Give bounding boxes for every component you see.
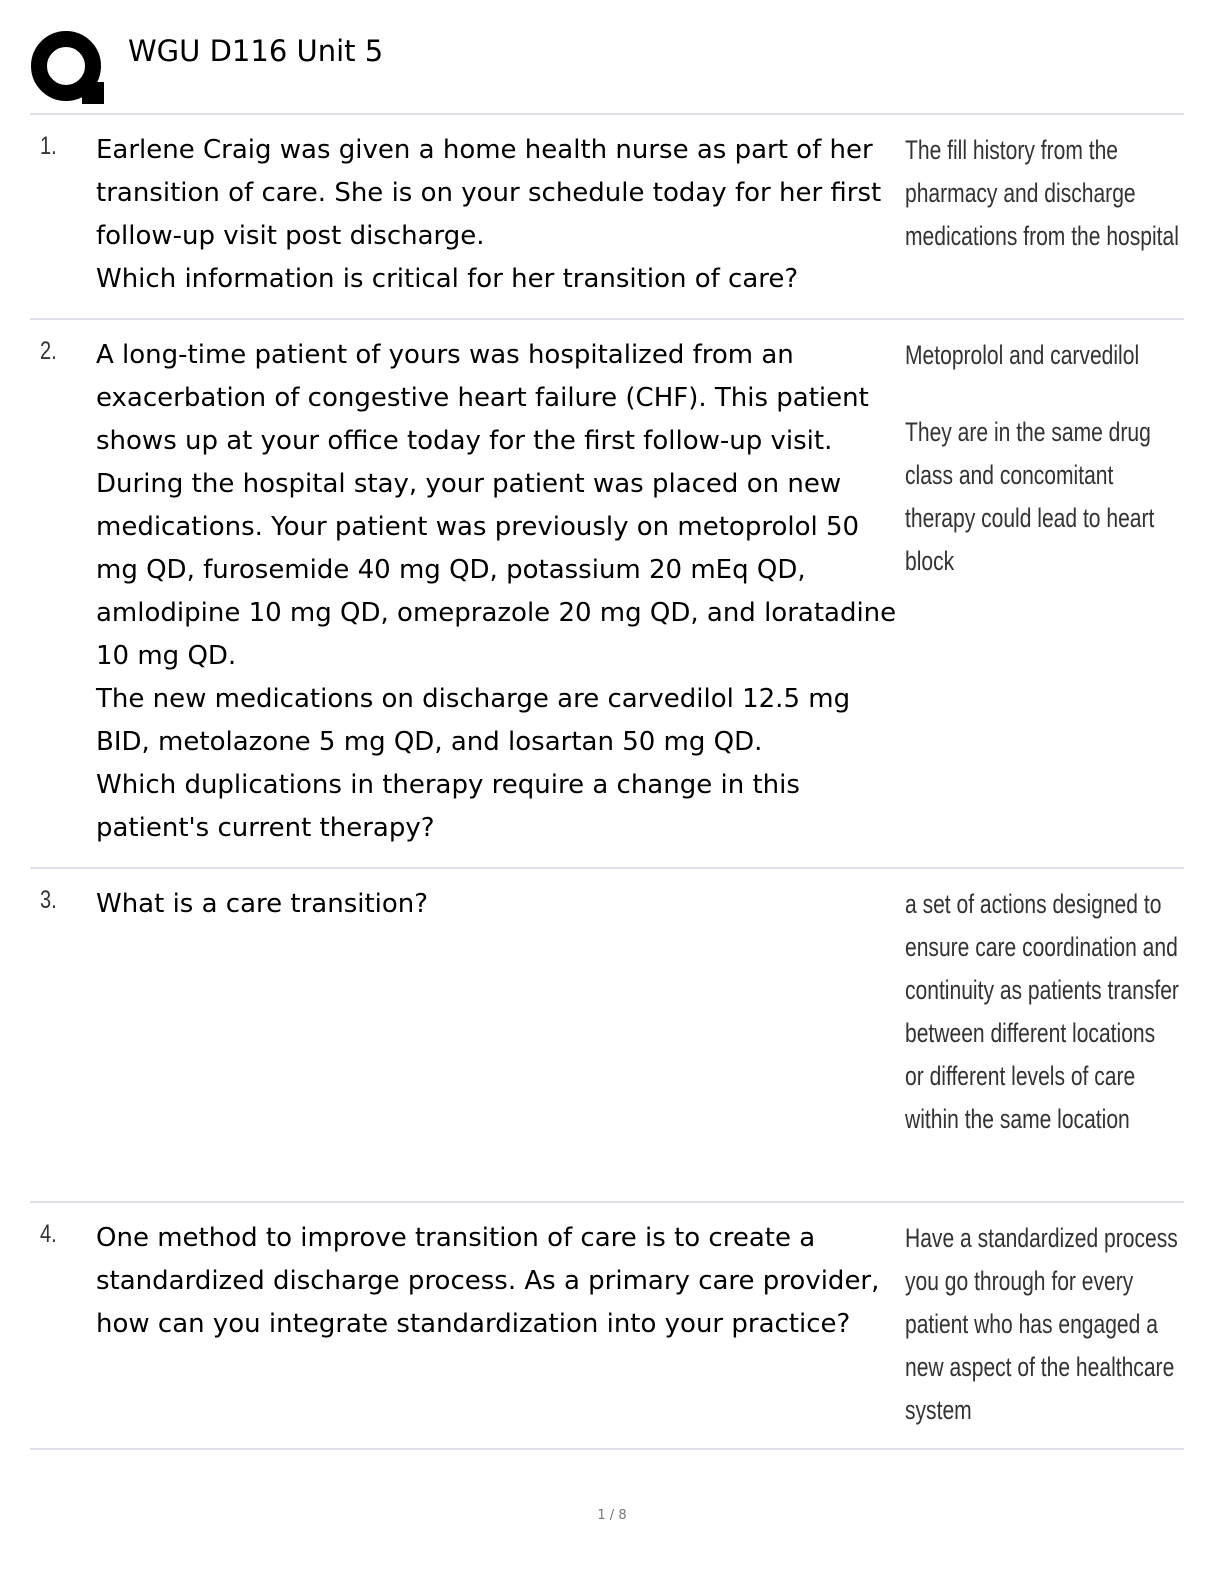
card-question: Earlene Craig was given a home health nurse as part of her transition of care. She is on your schedule today for her first follow-up visit post discharge. Which information is critical for her transition of care? — [96, 135, 882, 294]
card-answer — [905, 334, 1180, 583]
flashcard-row — [30, 115, 1184, 320]
answer-text: Have a standardized process you go through for every patient who has engaged a new aspect of the healthcare system — [905, 1223, 1178, 1425]
page-number: 1 / 8 — [597, 1508, 627, 1523]
document-title: WGU D116 Unit 5 — [128, 34, 384, 68]
card-question: A long-time patient of yours was hospitalized from an exacerbation of congestive heart failure (CHF). This patient shows up at your office today for the first follow-up visit. During the hospital stay, your patient was placed on new medications. Your patient was previously on metoprolol 50 mg QD, furosemide 40 mg QD, potassium 20 mEq QD, amlodipine 10 mg QD, omeprazole 20 mg QD, and loratadine 10 mg QD. The new medications on discharge are carvedilol 12.5 mg BID, metolazone 5 mg QD, and losartan 50 mg QD. Which duplications in therapy require a change in this patient's current therapy? — [96, 340, 897, 843]
card-question: One method to improve transition of care is to create a standardized discharge process. As a primary care provider, how can you integrate standardization into your practice? — [96, 1223, 880, 1339]
card-question: What is a care transition? — [96, 889, 429, 919]
card-answer — [905, 883, 1180, 1141]
quizlet-logo-icon — [30, 30, 106, 106]
card-number: 2. — [40, 337, 57, 365]
flashcard-row — [30, 869, 1184, 1203]
flashcard-list — [30, 113, 1184, 1450]
answer-text: Metoprolol and carvedilol — [905, 340, 1140, 370]
answer-text: The fill history from the pharmacy and discharge medications from the hospital — [905, 135, 1179, 251]
card-number: 3. — [40, 886, 57, 914]
card-answer — [905, 1217, 1180, 1432]
card-answer — [905, 129, 1180, 258]
card-number: 1. — [40, 132, 57, 160]
answer-text: a set of actions designed to ensure care coordination and continuity as patients transfer between different locations or different levels of care within the same location — [905, 889, 1179, 1134]
card-number: 4. — [40, 1220, 57, 1248]
flashcard-row — [30, 1203, 1184, 1450]
answer-text: They are in the same drug class and concomitant therapy could lead to heart block — [905, 417, 1155, 576]
flashcard-row — [30, 320, 1184, 869]
